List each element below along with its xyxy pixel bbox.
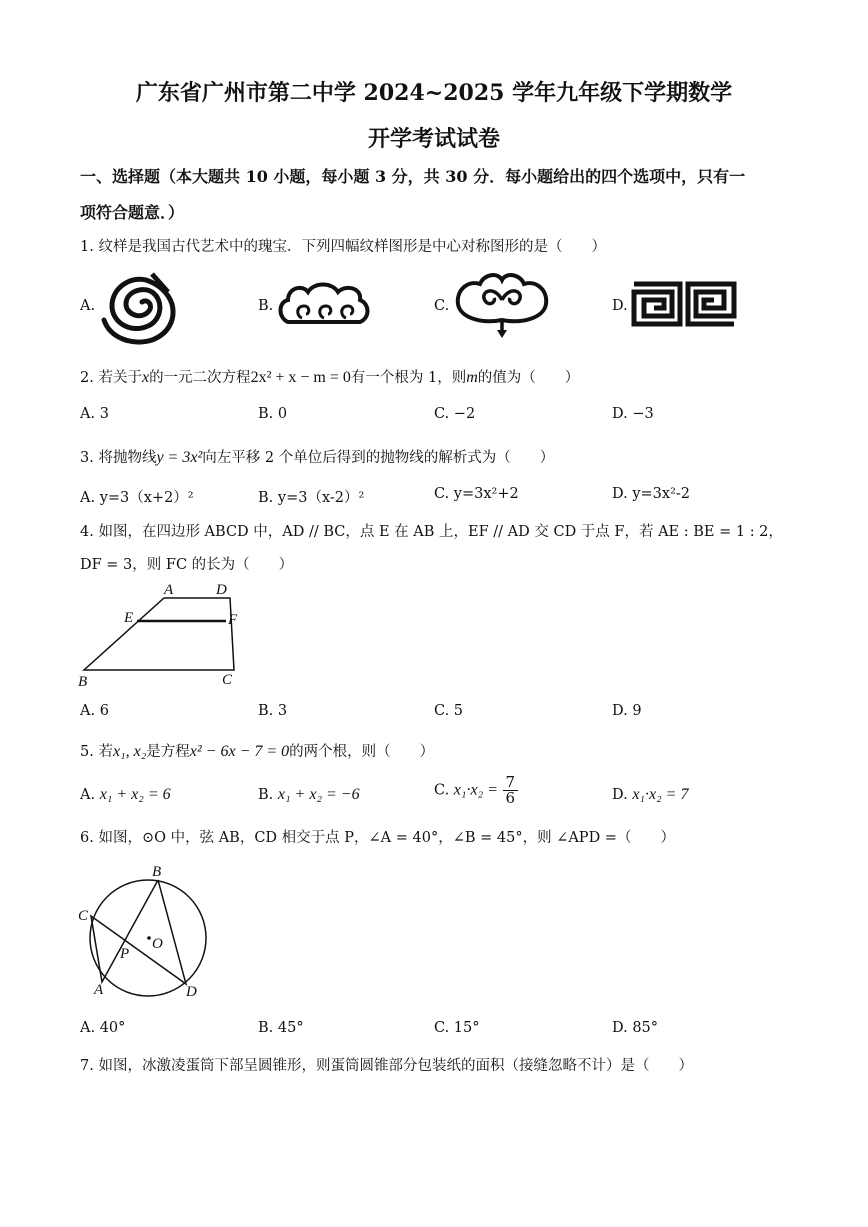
q2-stem-end: 的值为（ ） bbox=[477, 370, 580, 386]
label-O: O bbox=[152, 936, 163, 952]
q2-stem-mid: 的一元二次方程 bbox=[149, 370, 251, 386]
section-header-line1: 一、选择题（本大题共 10 小题，每小题 3 分，共 30 分．每小题给出的四个选项中，只有一 bbox=[80, 167, 746, 186]
q4-option-b: B. 3 bbox=[258, 703, 288, 719]
q5-option-a-expr: x₁ + x₂ = 6 bbox=[99, 786, 171, 803]
q3-option-d: D. y=3x²-2 bbox=[612, 486, 691, 502]
question-7-stem: 7. 如图，冰激凌蛋筒下部呈圆锥形，则蛋筒圆锥部分包装纸的面积（接缝忽略不计）是（ ） bbox=[80, 1058, 693, 1074]
circle-chords-figure bbox=[74, 858, 218, 1002]
q6-option-b: B. 45° bbox=[258, 1020, 304, 1036]
q4-option-a: A. 6 bbox=[80, 703, 109, 719]
cloud-pattern-icon bbox=[276, 278, 372, 330]
q2-var-m: m bbox=[466, 369, 478, 386]
q5-option-c-fraction bbox=[503, 775, 519, 806]
q5-stem-after: 的两个根，则（ ） bbox=[289, 744, 435, 760]
q6-option-a: A. 40° bbox=[80, 1020, 126, 1036]
q2-option-c: C. −2 bbox=[434, 406, 476, 422]
label-D: D bbox=[186, 984, 197, 1000]
label-A: A bbox=[164, 582, 174, 598]
question-4-stem-line2: DF = 3，则 FC 的长为（ ） bbox=[80, 557, 294, 573]
q3-stem-after: 向左平移 2 个单位后得到的抛物线的解析式为（ ） bbox=[202, 450, 555, 466]
q5-stem-mid: 是方程 bbox=[146, 744, 190, 760]
q5-roots: x₁, x₂ bbox=[112, 743, 147, 760]
fret-pattern-icon bbox=[630, 280, 738, 328]
label-A: A bbox=[94, 982, 104, 998]
q3-equation: y = 3x² bbox=[156, 449, 203, 466]
q2-stem-prefix: 2. 若关于 bbox=[80, 370, 142, 386]
trapezoid-figure bbox=[74, 578, 244, 690]
exam-title-line2: 开学考试试卷 bbox=[367, 126, 500, 152]
label-E: E bbox=[124, 610, 134, 626]
label-D: D bbox=[216, 582, 227, 598]
question-6-stem: 6. 如图，⊙O 中，弦 AB，CD 相交于点 P，∠A = 40°，∠B = 45°，则 ∠APD =（ ） bbox=[80, 830, 675, 846]
label-B: B bbox=[78, 674, 88, 690]
q5-option-d bbox=[612, 786, 688, 804]
q5-option-c-expr: x₁·x₂ = bbox=[453, 781, 498, 799]
label-F: F bbox=[228, 612, 238, 628]
q1-option-b-label: B. bbox=[258, 298, 274, 314]
q1-option-d-label: D. bbox=[612, 298, 628, 314]
q4-option-c: C. 5 bbox=[434, 703, 464, 719]
label-P: P bbox=[120, 946, 130, 962]
q5-option-d-expr: x₁·x₂ = 7 bbox=[632, 786, 689, 803]
q3-option-b: B. y=3（x-2）² bbox=[258, 490, 365, 506]
q5-option-a-label: A. bbox=[80, 787, 96, 803]
q1-option-a-label: A. bbox=[80, 298, 96, 314]
q5-option-b bbox=[258, 786, 360, 804]
spiral-pattern-icon bbox=[98, 268, 186, 348]
question-5-stem bbox=[80, 740, 434, 761]
question-1-stem: 1. 纹样是我国古代艺术中的瑰宝．下列四幅纹样图形是中心对称图形的是（ ） bbox=[80, 239, 606, 255]
q2-equation: 2x² + x − m = 0 bbox=[250, 369, 351, 386]
q5-option-c-label: C. bbox=[434, 782, 450, 799]
q5-option-c bbox=[434, 775, 518, 806]
question-3-stem bbox=[80, 446, 554, 467]
q5-option-c-denominator: 6 bbox=[505, 789, 516, 807]
ruyi-cloud-pattern-icon bbox=[454, 270, 550, 340]
q2-option-a: A. 3 bbox=[80, 406, 109, 422]
label-C: C bbox=[78, 908, 89, 924]
q6-option-d: D. 85° bbox=[612, 1020, 659, 1036]
q1-option-c-label: C. bbox=[434, 298, 450, 314]
exam-title-line1: 广东省广州市第二中学 2024~2025 学年九年级下学期数学 bbox=[135, 80, 733, 106]
q5-option-d-label: D. bbox=[612, 787, 628, 803]
q3-option-a: A. y=3（x+2）² bbox=[80, 490, 194, 506]
label-B: B bbox=[152, 864, 162, 880]
q3-option-c: C. y=3x²+2 bbox=[434, 486, 519, 502]
q5-option-c-numerator: 7 bbox=[503, 775, 519, 791]
q3-stem-prefix: 3. 将抛物线 bbox=[80, 450, 157, 466]
q5-option-b-label: B. bbox=[258, 787, 274, 803]
q2-stem-after: 有一个根为 1，则 bbox=[350, 370, 467, 386]
q5-equation: x² − 6x − 7 = 0 bbox=[189, 743, 290, 760]
section-header-line2: 项符合题意．） bbox=[80, 203, 185, 222]
q2-var-x: x bbox=[141, 369, 150, 386]
q2-option-d: D. −3 bbox=[612, 406, 654, 422]
q5-option-a bbox=[80, 786, 171, 804]
q2-option-b: B. 0 bbox=[258, 406, 288, 422]
label-C: C bbox=[222, 672, 233, 688]
q6-option-c: C. 15° bbox=[434, 1020, 480, 1036]
q4-option-d: D. 9 bbox=[612, 703, 642, 719]
question-2-stem bbox=[80, 366, 579, 387]
question-4-stem-line1: 4. 如图，在四边形 ABCD 中，AD // BC，点 E 在 AB 上，EF // AD 交 CD 于点 F，若 AE : BE = 1 : 2， bbox=[80, 524, 783, 540]
q5-option-b-expr: x₁ + x₂ = −6 bbox=[277, 786, 360, 803]
q5-stem-prefix: 5. 若 bbox=[80, 744, 113, 760]
